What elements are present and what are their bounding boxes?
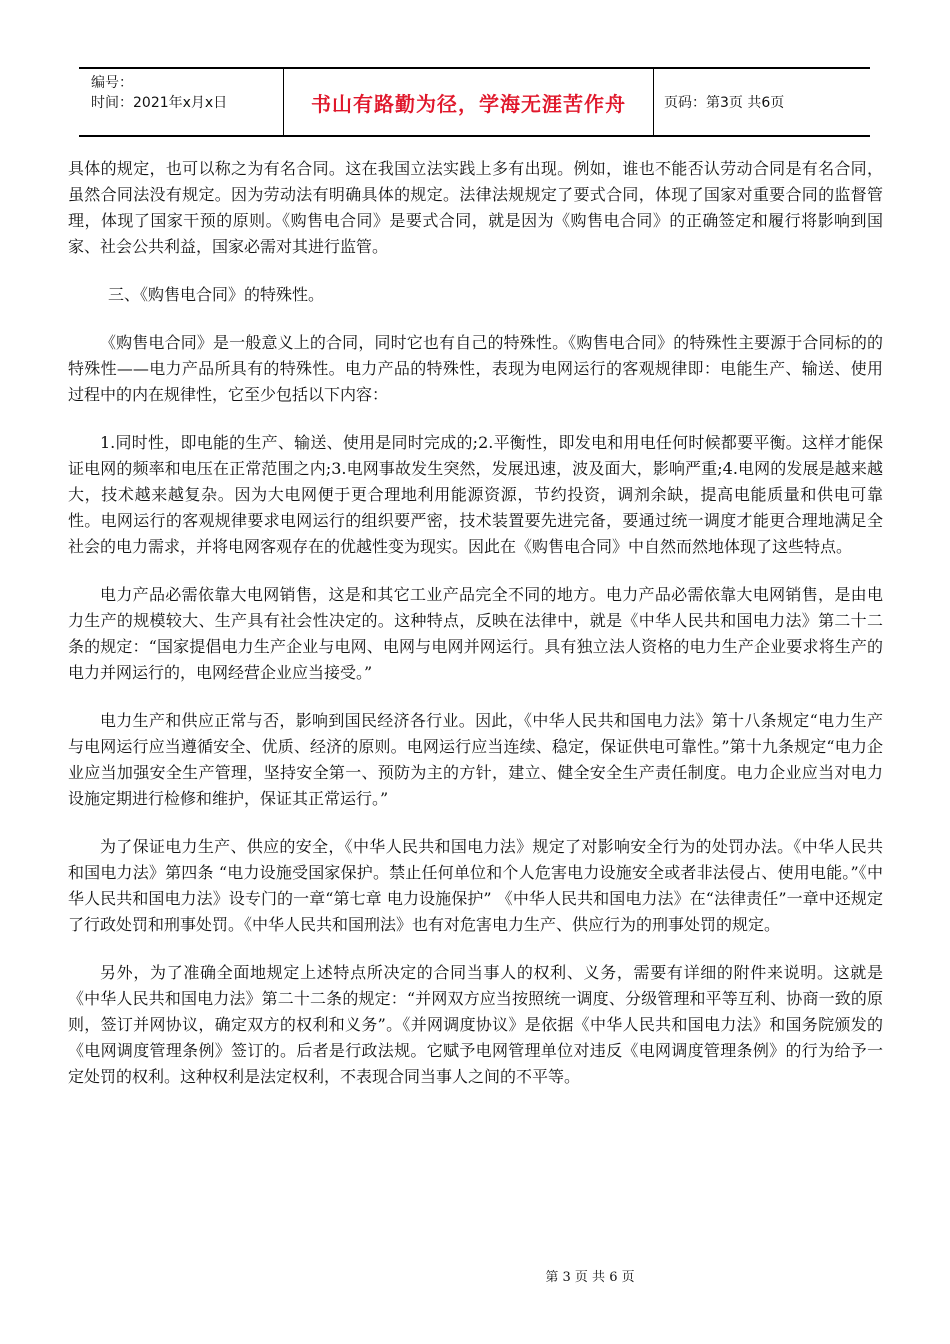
paragraph: 为了保证电力生产、供应的安全，《中华人民共和国电力法》规定了对影响安全行为的处罚办法。《中华人民共和国电力法》第四条 “电力设施受国家保护。禁止任何单位和个人危害电力设施安全或者非法侵占、使用电能。”《中华人民共和国电力法》设专门的一章“第七章 电力设施保护” 《中华人民共和国电力法》在“法律责任”一章中还规定了行政处罚和刑事处罚。《中华人民共和国刑法》也有对危害电力生产、供应行为的刑事处罚的规定。	[68, 837, 883, 934]
header-page-info: 页码：第3页 共6页	[664, 95, 785, 111]
paragraph: 另外，为了准确全面地规定上述特点所决定的合同当事人的权利、义务，需要有详细的附件来说明。这就是《中华人民共和国电力法》第二十二条的规定：“并网双方应当按照统一调度、分级管理和平等互利、协商一致的原则，签订并网协议，确定双方的权利和义务”。《并网调度协议》是依据《中华人民共和国电力法》和国务院颁发的《电网调度管理条例》签订的。后者是行政法规。它赋予电网管理单位对违反《电网调度管理条例》的行为给予一定处罚的权利。这种权利是法定权利，不表现合同当事人之间的不平等。	[68, 963, 883, 1086]
document-date: 时间：2021年x月x日	[91, 95, 228, 111]
page-footer: 第 3 页 共 6 页	[545, 1270, 635, 1285]
document-body	[68, 156, 883, 1112]
header-meta	[79, 69, 284, 135]
paragraph: 电力生产和供应正常与否，影响到国民经济各行业。因此，《中华人民共和国电力法》第十八条规定“电力生产与电网运行应当遵循安全、优质、经济的原则。电网运行应当连续、稳定，保证供电可靠性。”第十九条规定“电力企业应当加强安全生产管理，坚持安全第一、预防为主的方针，建立、健全安全生产责任制度。电力企业应当对电力设施定期进行检修和维护，保证其正常运行。”	[68, 711, 883, 808]
paragraph: 电力产品必需依靠大电网销售，这是和其它工业产品完全不同的地方。电力产品必需依靠大电网销售，是由电力生产的规模较大、生产具有社会性决定的。这种特点，反映在法律中，就是《中华人民共和国电力法》第二十二条的规定：“国家提倡电力生产企业与电网、电网与电网并网运行。具有独立法人资格的电力生产企业要求将生产的电力并网运行的，电网经营企业应当接受。”	[68, 585, 883, 682]
page-header	[79, 67, 870, 137]
paragraph: 《购售电合同》是一般意义上的合同，同时它也有自己的特殊性。《购售电合同》的特殊性主要源于合同标的的特殊性——电力产品所具有的特殊性。电力产品的特殊性，表现为电网运行的客观规律即：电能生产、输送、使用过程中的内在规律性，它至少包括以下内容：	[68, 333, 883, 404]
paragraph-continued: 具体的规定，也可以称之为有名合同。这在我国立法实践上多有出现。例如，谁也不能否认劳动合同是有名合同，虽然合同法没有规定。因为劳动法有明确具体的规定。法律法规规定了要式合同，体现了国家对重要合同的监督管理，体现了国家干预的原则。《购售电合同》是要式合同，就是因为《购售电合同》的正确签定和履行将影响到国家、社会公共利益，国家必需对其进行监管。	[68, 159, 883, 256]
document-number: 编号：	[91, 75, 133, 91]
paragraph: 1.同时性，即电能的生产、输送、使用是同时完成的;2.平衡性，即发电和用电任何时候都要平衡。这样才能保证电网的频率和电压在正常范围之内;3.电网事故发生突然，发展迅速，波及面大，影响严重;4.电网的发展是越来越大，技术越来越复杂。因为大电网便于更合理地利用能源资源，节约投资，调剂余缺，提高电能质量和供电可靠性。电网运行的客观规律要求电网运行的组织要严密，技术装置要先进完备，要通过统一调度才能更合理地满足全社会的电力需求，并将电网客观存在的优越性变为现实。因此在《购售电合同》中自然而然地体现了这些特点。	[68, 433, 883, 556]
header-motto: 书山有路勤为径，学海无涯苦作舟	[284, 69, 654, 135]
section-heading: 三、《购售电合同》的特殊性。	[108, 285, 325, 304]
